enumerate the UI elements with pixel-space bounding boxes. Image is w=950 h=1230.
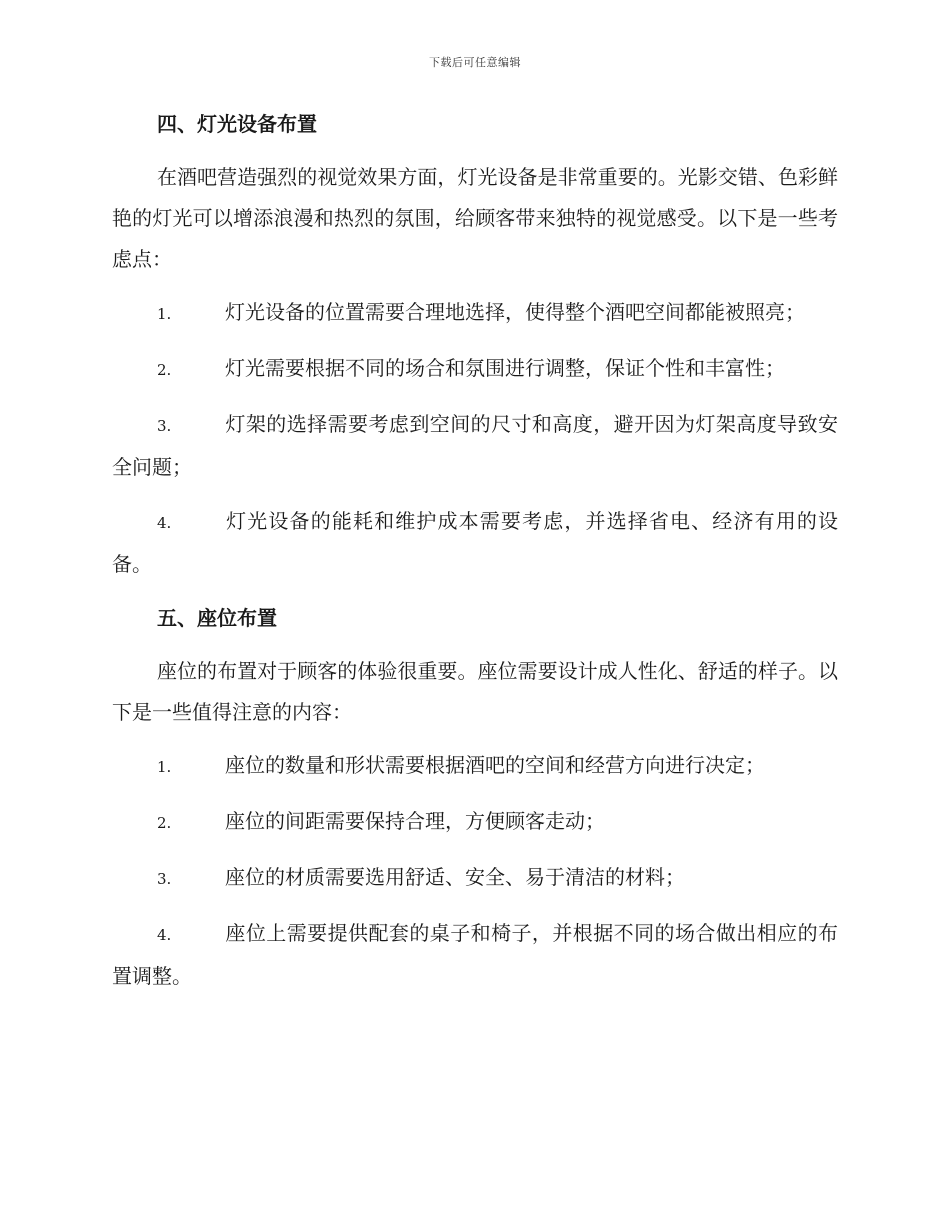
section-5-list	[112, 745, 838, 997]
list-item-text: 座位上需要提供配套的桌子和椅子，并根据不同的场合做出相应的布置调整。	[112, 921, 838, 988]
document-body	[112, 104, 838, 1010]
list-item-text: 灯光需要根据不同的场合和氛围进行调整，保证个性和丰富性；	[225, 356, 785, 380]
list-item-number: 3.	[157, 870, 172, 888]
list-item	[112, 913, 838, 997]
list-item	[112, 348, 838, 391]
list-item	[112, 404, 838, 488]
list-item-text: 灯光设备的位置需要合理地选择，使得整个酒吧空间都能被照亮；	[225, 300, 805, 324]
list-item	[112, 857, 838, 900]
section-5-heading: 五、座位布置	[157, 606, 277, 630]
list-item-number: 2.	[157, 814, 172, 832]
list-item-number: 3.	[157, 417, 172, 435]
list-item-text: 座位的数量和形状需要根据酒吧的空间和经营方向进行决定；	[225, 753, 765, 777]
list-item-text: 灯光设备的能耗和维护成本需要考虑，并选择省电、经济有用的设备。	[112, 509, 838, 576]
list-item-text: 灯架的选择需要考虑到空间的尺寸和高度，避开因为灯架高度导致安全问题；	[112, 412, 838, 479]
list-item	[112, 801, 838, 844]
section-4-list	[112, 292, 838, 585]
section-5-intro: 座位的布置对于顾客的体验很重要。座位需要设计成人性化、舒适的样子。以下是一些值得注意的内容：	[112, 659, 838, 724]
list-item-number: 4.	[157, 514, 172, 532]
list-item	[112, 292, 838, 335]
section-4-heading: 四、灯光设备布置	[157, 112, 317, 136]
page-header: 下载后可任意编辑	[429, 56, 521, 69]
section-4-intro: 在酒吧营造强烈的视觉效果方面，灯光设备是非常重要的。光影交错、色彩鲜艳的灯光可以增添浪漫和热烈的氛围，给顾客带来独特的视觉感受。以下是一些考虑点：	[112, 165, 838, 271]
list-item	[112, 501, 838, 585]
list-item-text: 座位的间距需要保持合理，方便顾客走动；	[225, 809, 605, 833]
list-item-number: 4.	[157, 926, 172, 944]
list-item-text: 座位的材质需要选用舒适、安全、易于清洁的材料；	[225, 865, 685, 889]
list-item-number: 1.	[157, 305, 172, 323]
list-item	[112, 745, 838, 788]
list-item-number: 1.	[157, 758, 172, 776]
list-item-number: 2.	[157, 361, 172, 379]
